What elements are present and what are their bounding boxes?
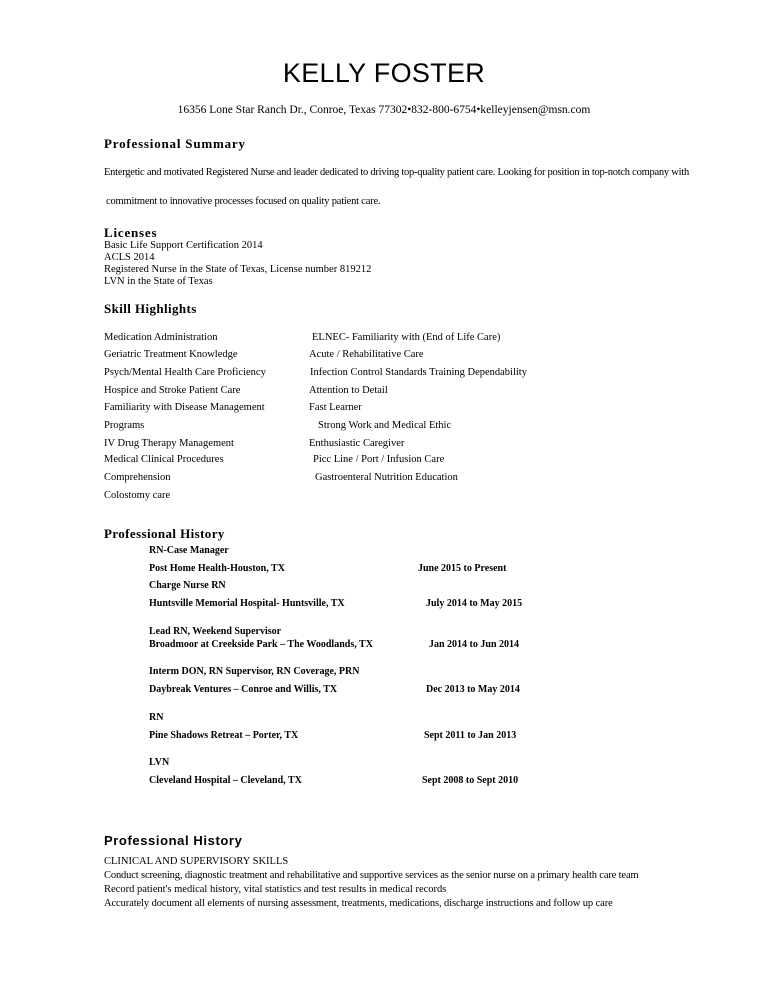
skill-left-item: IV Drug Therapy Management — [104, 438, 234, 449]
candidate-name: KELLY FOSTER — [282, 58, 486, 88]
history-skills-line: Conduct screening, diagnostic treatment and rehabilitative and supportive services as the senior nurse on a primary health care team — [104, 870, 639, 881]
skill-right-item: Infection Control Standards Training Dependability — [310, 367, 527, 378]
job-employer: Huntsville Memorial Hospital- Huntsville, TX — [149, 598, 345, 609]
skill-left-item: Medical Clinical Procedures — [104, 454, 224, 465]
job-title: RN-Case Manager — [149, 545, 229, 556]
skill-right-item: Strong Work and Medical Ethic — [318, 420, 452, 431]
skill-right-item: Enthusiastic Caregiver — [309, 438, 405, 449]
skill-left-item: Comprehension — [104, 472, 171, 483]
job-dates: June 2015 to Present — [418, 563, 507, 574]
licenses-heading: Licenses — [104, 225, 158, 240]
skill-left-item: Colostomy care — [104, 490, 171, 501]
job-employer: Post Home Health-Houston, TX — [149, 563, 285, 574]
skill-right-item: Acute / Rehabilitative Care — [309, 349, 424, 360]
skill-left-item: Geriatric Treatment Knowledge — [104, 349, 238, 360]
job-employer: Cleveland Hospital – Cleveland, TX — [149, 775, 302, 786]
skill-right-item: Picc Line / Port / Infusion Care — [313, 454, 445, 465]
job-dates: Sept 2011 to Jan 2013 — [424, 730, 517, 741]
licenses-list — [104, 240, 371, 288]
skill-left-item: Programs — [104, 420, 145, 431]
summary-line-1: Entergetic and motivated Registered Nurse and leader dedicated to driving top-quality patient care. Looking for position in top-notch company with — [104, 167, 689, 178]
job-title: LVN — [149, 757, 170, 768]
job-employer: Daybreak Ventures – Conroe and Willis, TX — [149, 684, 338, 695]
contact-line: 16356 Lone Star Ranch Dr., Conroe, Texas 77302•832-800-6754•kelleyjensen@msn.com — [177, 104, 591, 116]
job-dates: July 2014 to May 2015 — [426, 598, 523, 609]
skill-right-item: Attention to Detail — [309, 385, 388, 396]
skill-right-item: ELNEC- Familiarity with (End of Life Care) — [312, 332, 501, 343]
summary-heading: Professional Summary — [104, 136, 246, 151]
skill-right-item: Gastroenteral Nutrition Education — [315, 472, 458, 483]
history-skills-line: CLINICAL AND SUPERVISORY SKILLS — [104, 856, 289, 867]
skills-heading: Skill Highlights — [104, 301, 197, 316]
skill-left-item: Familiarity with Disease Management — [104, 402, 265, 413]
license-item: Registered Nurse in the State of Texas, License number 819212 — [104, 264, 372, 275]
license-item: Basic Life Support Certification 2014 — [104, 240, 263, 251]
job-title: Lead RN, Weekend Supervisor — [149, 626, 282, 637]
summary-line-2: commitment to innovative processes focused on quality patient care. — [106, 196, 381, 207]
job-dates: Jan 2014 to Jun 2014 — [429, 639, 520, 650]
history-skills-line: Accurately document all elements of nursing assessment, treatments, medications, discharge instructions and follow up care — [104, 898, 613, 909]
history-skills-heading: Professional History — [104, 833, 243, 848]
job-title: RN — [149, 712, 164, 723]
skill-left-item: Medication Administration — [104, 332, 218, 343]
job-title: Interm DON, RN Supervisor, RN Coverage, PRN — [149, 666, 360, 677]
history-skills-line: Record patient's medical history, vital statistics and test results in medical records — [104, 884, 447, 895]
history-heading: Professional History — [104, 526, 225, 541]
skill-left-item: Hospice and Stroke Patient Care — [104, 385, 241, 396]
license-item: ACLS 2014 — [104, 252, 155, 263]
job-dates: Dec 2013 to May 2014 — [426, 684, 520, 695]
job-employer: Broadmoor at Creekside Park – The Woodlands, TX — [149, 639, 373, 650]
skill-right-item: Fast Learner — [309, 402, 362, 413]
job-title: Charge Nurse RN — [149, 580, 226, 591]
license-item: LVN in the State of Texas — [104, 276, 213, 287]
job-employer: Pine Shadows Retreat – Porter, TX — [149, 730, 299, 741]
skill-left-item: Psych/Mental Health Care Proficiency — [104, 367, 266, 378]
job-dates: Sept 2008 to Sept 2010 — [422, 775, 519, 786]
